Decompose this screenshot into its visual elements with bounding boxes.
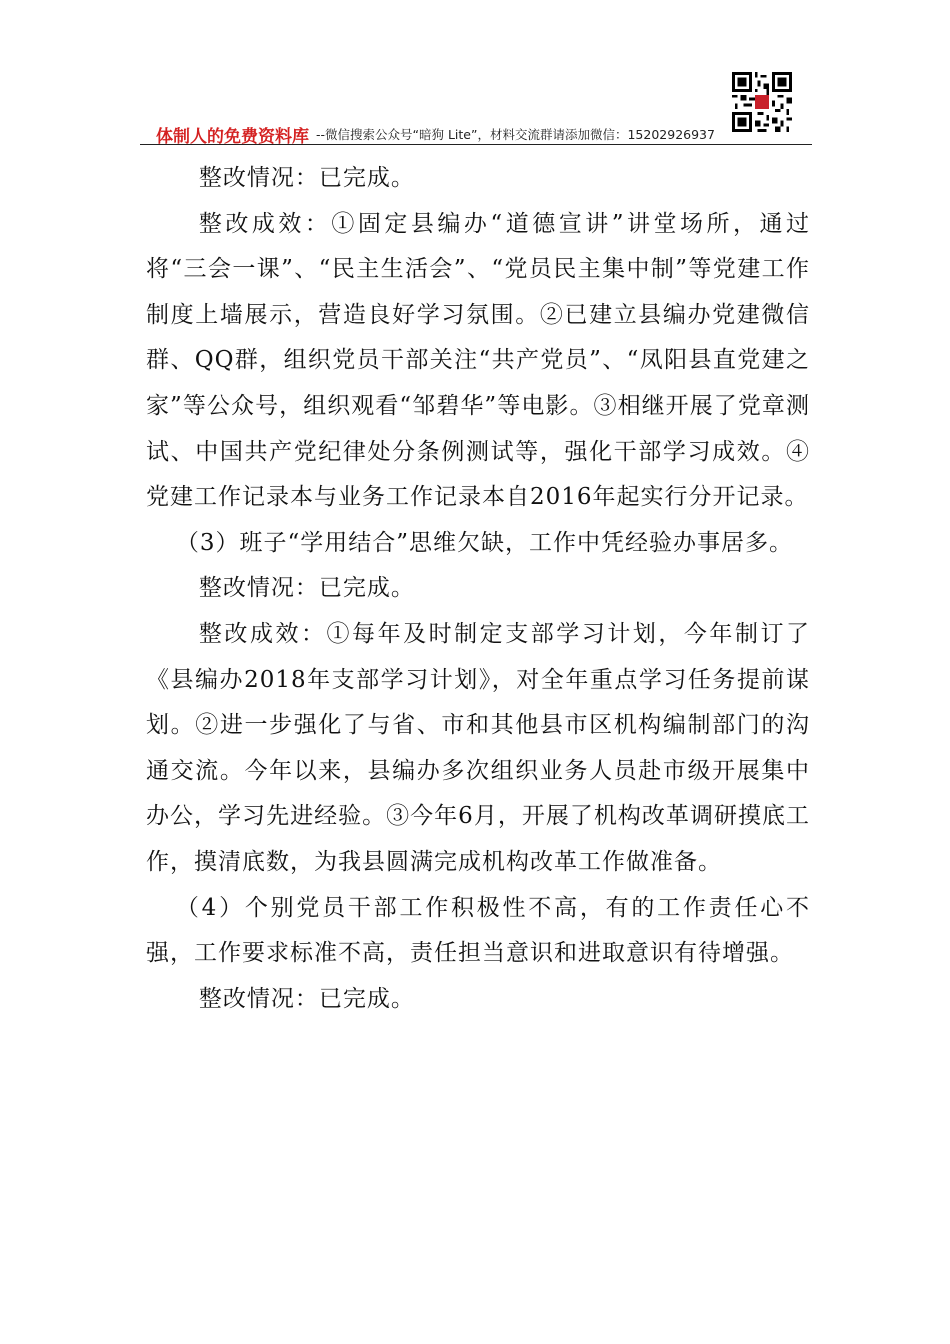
issue-item-3: （3）班子“学用结合”思维欠缺，工作中凭经验办事居多。	[175, 529, 794, 556]
qr-code-icon	[732, 72, 792, 132]
rectification-result: 整改成效：①固定县编办“道德宣讲”讲堂场所，通过将“三会一课”、“民主生活会”、“党员民主集中制”等党建工作制度上墙展示，营造良好学习氛围。②已建立县编办党建微信群、QQ群，组织党员干部关注“共产党员”、“凤阳县直党建之家”等公众号，组织观看“邹碧华”等电影。③相继开展了党章测试、中国共产党纪律处分条例测试等，强化干部学习成效。④党建工作记录本与业务工作记录本自2016年起实行分开记录。	[146, 210, 810, 511]
rectification-status: 整改情况：已完成。	[198, 165, 415, 191]
rectification-status: 整改情况：已完成。	[198, 575, 415, 602]
rectification-result: 整改成效：①每年及时制定支部学习计划，今年制订了《县编办2018年支部学习计划》，对全年重点学习任务提前谋划。②进一步强化了与省、市和其他县市区机构编制部门的沟通交流。今年以来，县编办多次组织业务人员赴市级开展集中办公，学习先进经验。③今年6月，开展了机构改革调研摸底工作，摸清底数，为我县圆满完成机构改革工作做准备。	[146, 620, 810, 875]
issue-item-4: （4）个别党员干部工作积极性不高，有的工作责任心不强，工作要求标准不高，责任担当意识和进取意识有待增强。	[146, 894, 810, 967]
rectification-status: 整改情况：已完成。	[198, 985, 415, 1012]
page-header	[140, 60, 812, 145]
brand-title: 体制人的免费资料库	[156, 127, 309, 147]
document-body	[146, 156, 810, 1022]
header-tagline: --微信搜索公众号“暗狗 Lite”，材料交流群请添加微信：15202926937	[316, 127, 715, 142]
